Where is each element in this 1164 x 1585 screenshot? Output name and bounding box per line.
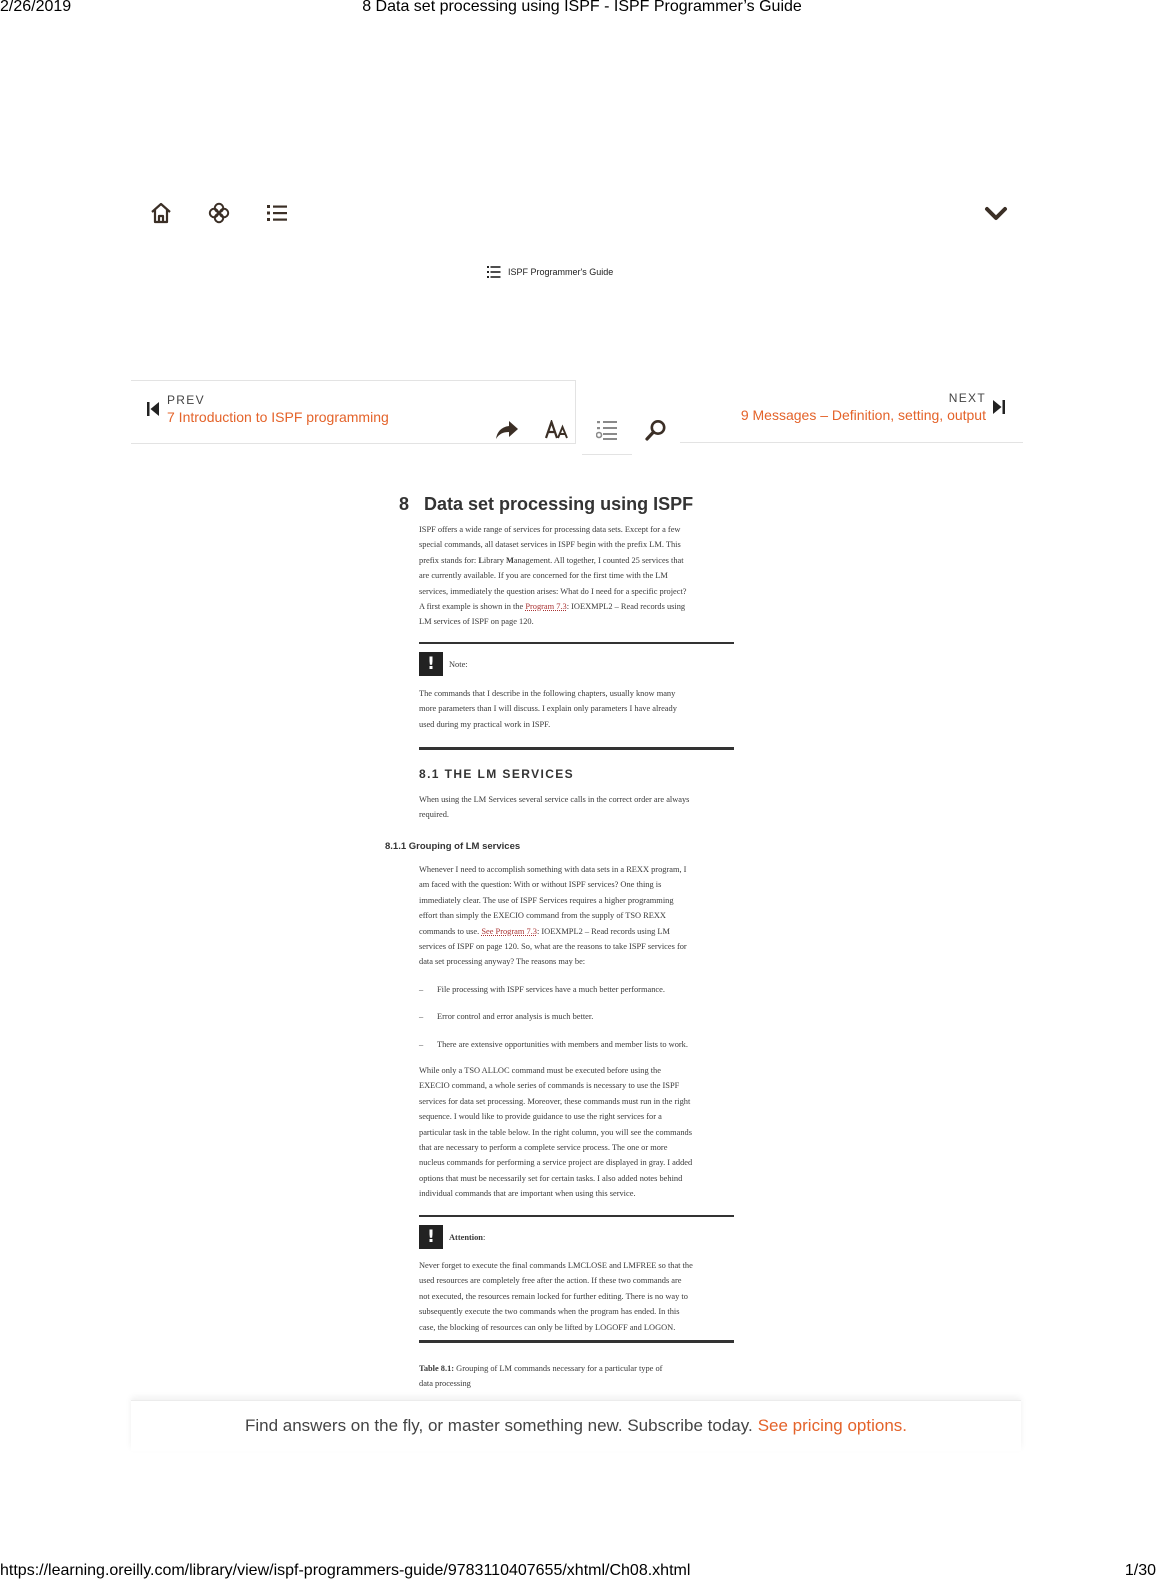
text-line: Whenever I need to accomplish something with data sets in a REXX program, I — [419, 865, 687, 874]
chapter-title: Data set processing using ISPF — [424, 494, 694, 514]
section-paragraph — [419, 792, 735, 823]
next-chapter-link[interactable] — [680, 380, 1023, 443]
toc-panel-button[interactable] — [582, 406, 632, 455]
attention-label: Attention: — [449, 1232, 486, 1242]
prev-kicker: PREV — [167, 393, 205, 407]
exclamation-icon: ! — [419, 652, 443, 676]
table-caption — [419, 1361, 735, 1392]
skip-next-icon — [993, 400, 1005, 414]
search-icon — [645, 419, 667, 441]
chapter-navbar — [131, 380, 1023, 454]
text-line: individual commands that are important when using this service. — [419, 1189, 636, 1199]
text-line: Table 8.1: Grouping of LM commands necessary for a particular type of — [419, 1364, 663, 1373]
toc-settings-icon — [596, 419, 618, 441]
home-icon[interactable] — [149, 201, 173, 225]
text-line: A first example is shown in the Program 7.3: IOEXMPL2 – Read records using — [419, 602, 686, 612]
subsection-heading: 8.1.1 Grouping of LM services — [385, 841, 521, 852]
next-kicker: NEXT — [948, 391, 986, 405]
text-line: case, the blocking of resources can only be lifted by LOGOFF and LOGON. — [419, 1322, 676, 1332]
intro-paragraph — [419, 522, 735, 630]
exclamation-icon: ! — [419, 1225, 443, 1249]
text-line: special commands, all dataset services in ISPF begin with the prefix LM. This — [419, 540, 681, 550]
skip-previous-icon — [147, 402, 159, 416]
text-line: used resources are completely free after the action. If these two commands are — [419, 1276, 682, 1286]
list-item: – File processing with ISPF services have a much better performance. — [419, 985, 665, 994]
text-line: effort than simply the EXECIO command from the supply of TSO REXX — [419, 911, 666, 921]
text-line: EXECIO command, a whole series of commands is necessary to use the ISPF — [419, 1081, 680, 1091]
note-label: Note: — [449, 659, 468, 669]
font-size-icon — [545, 420, 569, 440]
print-header — [0, 0, 1164, 18]
text-line: commands to use. See Program 7.3: IOEXMPL2 – Read records using LM — [419, 926, 670, 936]
text-line: prefix stands for: Library Management. All together, I counted 25 services that — [419, 555, 684, 565]
list-icon[interactable] — [265, 201, 289, 225]
text-line: immediately clear. The use of ISPF Services requires a higher programming — [419, 895, 674, 905]
text-line: sequence. I would like to provide guidance to use the right services for a — [419, 1112, 662, 1122]
share-button[interactable] — [483, 406, 531, 454]
grouping-paragraph — [419, 862, 735, 970]
text-line: options that must be necessarily set for certain tasks. I also added notes behind — [419, 1173, 683, 1183]
text-line: When using the LM Services several service calls in the correct order are always — [419, 795, 690, 804]
text-line: nucleus commands for performing a service project are displayed in gray. I added — [419, 1158, 693, 1168]
toc-link-label: ISPF Programmer's Guide — [508, 267, 614, 277]
text-line: Never forget to execute the final commands LMCLOSE and LMFREE so that the — [419, 1261, 693, 1270]
text-line: services for data set processing. Moreover, these commands must run in the right — [419, 1096, 691, 1106]
print-footer — [0, 1562, 1164, 1582]
text-line: subsequently execute the two commands when the program has ended. In this — [419, 1307, 680, 1317]
subscribe-text: Find answers on the fly, or master something new. Subscribe today. — [244, 1416, 753, 1435]
chapter-number: 8 — [399, 494, 410, 514]
text-line: The commands that I describe in the following chapters, usually know many — [419, 689, 676, 698]
text-line: LM services of ISPF on page 120. — [419, 617, 534, 627]
print-date: 2/26/2019 — [0, 0, 72, 15]
toc-link[interactable] — [487, 264, 613, 280]
print-url: https://learning.oreilly.com/library/view/ispf-programmers-guide/9783110407655/xhtml/Ch08.xhtml — [0, 1562, 691, 1579]
list-item: – Error control and error analysis is much better. — [419, 1012, 594, 1021]
share-icon — [495, 420, 519, 440]
text-line: more parameters than I will discuss. I explain only parameters I have already — [419, 704, 677, 714]
pricing-link[interactable]: See pricing options. — [757, 1416, 908, 1435]
text-line: services of ISPF on page 120. So, what are the reasons to take ISPF services for — [419, 942, 687, 952]
text-line: particular task in the table below. In the right column, you will see the commands — [419, 1127, 692, 1137]
prev-chapter-title[interactable]: 7 Introduction to ISPF programming — [167, 409, 389, 425]
text-line: data processing — [419, 1379, 471, 1389]
text-line: While only a TSO ALLOC command must be executed before using the — [419, 1066, 661, 1075]
subscribe-banner — [131, 1400, 1021, 1451]
search-button[interactable] — [632, 406, 680, 454]
toc-list-icon — [487, 266, 501, 278]
attention-box — [419, 1215, 734, 1343]
text-line: are currently available. If you are concerned for the first time with the LM — [419, 571, 668, 581]
text-line: services, immediately the question arises: What do I need for a specific project? — [419, 586, 687, 596]
see-program-link[interactable]: See Program 7.3 — [481, 926, 537, 936]
text-line: required. — [419, 810, 449, 820]
program-link[interactable]: Program 7.3 — [525, 602, 567, 612]
print-title: 8 Data set processing using ISPF - ISPF Programmer’s Guide — [362, 0, 802, 15]
chevron-down-icon[interactable] — [984, 203, 1008, 225]
chapter-heading — [399, 494, 693, 515]
topics-icon[interactable] — [207, 201, 231, 225]
text-line: that are necessary to perform a complete service process. The one or more — [419, 1143, 668, 1153]
alloc-paragraph — [419, 1063, 735, 1202]
text-line: ISPF offers a wide range of services for processing data sets. Except for a few — [419, 525, 681, 534]
next-chapter-title[interactable]: 9 Messages – Definition, setting, output — [740, 407, 986, 423]
print-page-number: 1/30 — [1124, 1562, 1156, 1579]
text-line: data set processing anyway? The reasons may be: — [419, 957, 586, 967]
font-size-button[interactable] — [533, 406, 581, 454]
note-box — [419, 642, 734, 750]
section-heading: 8.1 THE LM SERVICES — [419, 767, 575, 781]
text-line: used during my practical work in ISPF. — [419, 719, 551, 729]
text-line: not executed, the resources remain locked for further editing. There is no way to — [419, 1291, 688, 1301]
text-line: am faced with the question: With or without ISPF services? One thing is — [419, 880, 662, 890]
list-item: – There are extensive opportunities with members and member lists to work. — [419, 1040, 688, 1049]
